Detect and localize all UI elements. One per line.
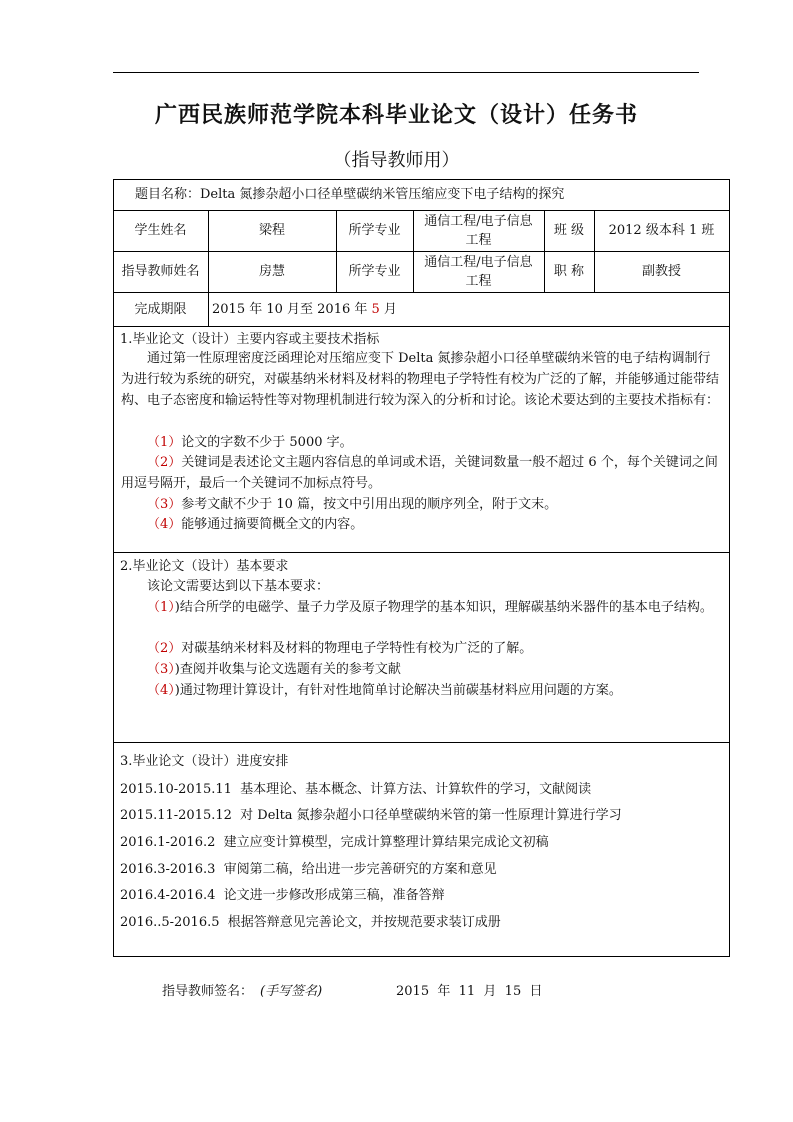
- item-text: 参考文献不少于 10 篇，按文中引用出现的顺序列全，附于文末。: [181, 497, 558, 512]
- schedule-item: 2015.10-2015.11 基本理论、基本概念、计算方法、计算软件的学习，文献阅读: [120, 782, 592, 797]
- section2-item: [121, 597, 725, 618]
- deadline-value: [212, 292, 712, 326]
- section1-item: [147, 514, 725, 535]
- item-number: （4）: [147, 517, 182, 532]
- item-number: （2）: [147, 641, 182, 656]
- item-number: （4）: [147, 683, 175, 698]
- item-number: （3）: [147, 497, 182, 512]
- teacher-name-label: 指导教师姓名: [121, 264, 200, 279]
- signature-date: 2015 年 11 月 15 日: [396, 984, 543, 999]
- teacher-name-value: 房慧: [258, 264, 285, 279]
- student-major-label: 所学专业: [348, 223, 401, 238]
- section2-item: [147, 680, 725, 701]
- schedule-item: 2016.4-2016.4 论文进一步修改形成第三稿，准备答辩: [120, 888, 445, 903]
- section2-intro: 该论文需要达到以下基本要求：: [147, 579, 330, 594]
- schedule-item: 2015.11-2015.12 对 Delta 氮掺杂超小口径单壁碳纳米管的第一性原理计算进行学习: [120, 808, 622, 823]
- class-value: 2012 级本科 1 班: [608, 223, 715, 238]
- section2-item: [147, 659, 725, 680]
- section2-heading: 2.毕业论文（设计）基本要求: [120, 559, 289, 574]
- section1-paragraph: 通过第一性原理密度泛函理论对压缩应变下 Delta 氮掺杂超小口径单壁碳纳米管的电子结构调制行为进行较为系统的研究，对碳基纳米材料及材料的物理电子学特性有校为广泛的了解，并能够通过能带结构、电子态密度和输运特性等对物理机制进行较为深入的分析和讨论。该论术要达到的主要技术指标有：: [121, 351, 720, 408]
- document-title: 广西民族师范学院本科毕业论文（设计）任务书: [154, 103, 638, 128]
- signature-label: 指导教师签名：: [162, 984, 254, 999]
- item-text: 论文的字数不少于 5000 字。: [181, 435, 353, 450]
- deadline-suffix: 月: [379, 301, 397, 317]
- class-label: 班 级: [553, 223, 585, 238]
- student-major-value: 通信工程/电子信息工程: [424, 213, 533, 248]
- schedule-item: 2016.1-2016.2 建立应变计算模型，完成计算整理计算结果完成论文初稿: [120, 835, 549, 850]
- item-text: 对碳基纳米材料及材料的物理电子学特性有校为广泛的了解。: [181, 641, 533, 656]
- item-text: 能够通过摘要简概全文的内容。: [181, 517, 364, 532]
- header-rule: [113, 72, 699, 73]
- item-number: （3）: [147, 662, 175, 677]
- section1-item: [147, 494, 725, 515]
- deadline-prefix: 2015 年 10 月至 2016 年: [212, 301, 372, 317]
- teacher-major-value: 通信工程/电子信息工程: [424, 254, 533, 289]
- document-subtitle: （指导教师用）: [333, 150, 460, 171]
- item-number: （1）: [147, 600, 175, 615]
- item-number: （2）: [147, 455, 182, 470]
- schedule-item: 2016..5-2016.5 根据答辩意见完善论文，并按规范要求装订成册: [120, 915, 501, 930]
- item-text: )查阅并收集与论文选题有关的参考文献: [174, 662, 401, 677]
- student-name-value: 梁程: [258, 223, 285, 238]
- job-title-label: 职 称: [553, 264, 585, 279]
- section3-heading: 3.毕业论文（设计）进度安排: [120, 754, 289, 769]
- item-text: )结合所学的电磁学、量子力学及原子物理学的基本知识，理解碳基纳米器件的基本电子结构。: [174, 600, 713, 615]
- schedule-item: 2016.3-2016.3 审阅第二稿，给出进一步完善研究的方案和意见: [120, 862, 497, 877]
- deadline-highlight: 5: [371, 301, 380, 317]
- item-text: )通过物理计算设计，有针对性地简单讨论解决当前碳基材料应用问题的方案。: [174, 683, 622, 698]
- signature-handwritten: (手写签名): [260, 984, 323, 999]
- section1-item: [147, 432, 725, 453]
- student-name-label: 学生姓名: [134, 223, 187, 238]
- teacher-major-label: 所学专业: [348, 264, 401, 279]
- item-text: 关键词是表述论文主题内容信息的单词或术语，关键词数量一般不超过 6 个，每个关键词之间用逗号隔开，最后一个关键词不加标点符号。: [121, 455, 718, 491]
- section1-heading: 1.毕业论文（设计）主要内容或主要技术指标: [120, 332, 380, 347]
- section2-item: [147, 638, 725, 659]
- job-title-value: 副教授: [641, 264, 681, 279]
- section1-item: [121, 452, 725, 494]
- topic-line: 题目名称：Delta 氮掺杂超小口径单壁碳纳米管压缩应变下电子结构的探究: [135, 187, 565, 202]
- deadline-label: 完成期限: [134, 301, 187, 317]
- item-number: （1）: [147, 435, 182, 450]
